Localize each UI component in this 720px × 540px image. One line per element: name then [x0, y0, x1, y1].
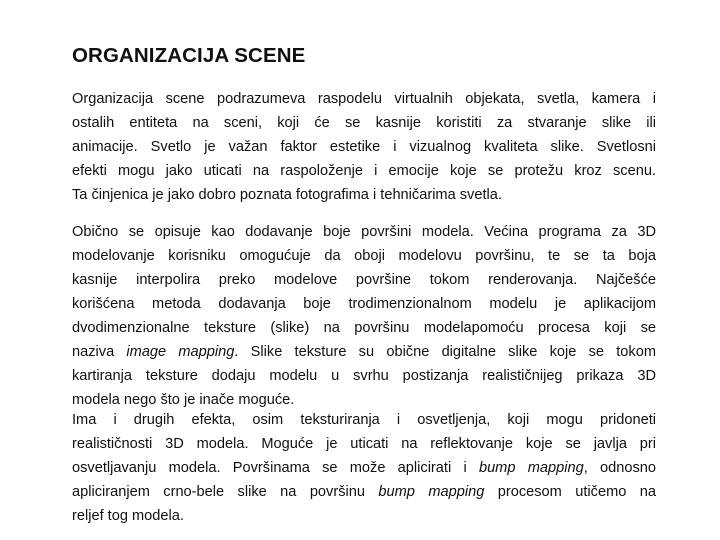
text-line	[72, 504, 656, 528]
text-line	[72, 159, 656, 183]
text-segment: . Slike teksture su obične digitalne slike koje se tokom	[234, 344, 656, 360]
text-segment: Ima i drugih efekta, osim teksturiranja i osvetljenja, koji mogu pridoneti	[72, 412, 656, 428]
text-segment: modela nego što je inače moguće.	[72, 392, 295, 408]
text-line	[72, 111, 656, 135]
text-segment: korišćena metoda dodavanja boje trodimenzionalnom modelu je aplikacijom	[72, 296, 656, 312]
text-line	[72, 432, 656, 456]
text-segment: dvodimenzionalne teksture (slike) na površinu modelapomoću procesa koji se	[72, 320, 656, 336]
text-line	[72, 183, 656, 207]
text-segment: kasnije interpolira preko modelove površine tokom renderovanja. Najčešće	[72, 272, 656, 288]
text-line	[72, 220, 656, 244]
text-segment: animacije. Svetlo je važan faktor estetike i vizualnog kvaliteta slike. Svetlosni	[72, 139, 656, 155]
text-segment: Organizacija scene podrazumeva raspodelu virtualnih objekata, svetla, kamera i	[72, 91, 656, 107]
text-line	[72, 268, 656, 292]
text-segment: apliciranjem crno-bele slike na površinu	[72, 484, 379, 500]
italic-term: image mapping	[126, 344, 235, 360]
text-line	[72, 364, 656, 388]
text-line	[72, 135, 656, 159]
text-line	[72, 480, 656, 504]
text-segment: naziva	[72, 344, 127, 360]
text-line	[72, 292, 656, 316]
text-segment: osvetljavanju modela. Površinama se može aplicirati i	[72, 460, 479, 476]
italic-term: bump mapping	[478, 460, 584, 476]
text-segment: reljef tog modela.	[72, 508, 184, 524]
text-line	[72, 456, 656, 480]
text-line	[72, 340, 656, 364]
paragraph-surface-color	[72, 220, 656, 412]
text-segment: procesom utičemo na	[484, 484, 656, 500]
text-segment: realističnosti 3D modela. Moguće je uticati na reflektovanje koje se javlja pri	[72, 436, 656, 452]
text-line	[72, 244, 656, 268]
text-line	[72, 408, 656, 432]
italic-term: bump mapping	[378, 484, 485, 500]
page-title: ORGANIZACIJA SCENE	[72, 44, 306, 67]
text-segment: Obično se opisuje kao dodavanje boje površini modela. Većina programa za 3D	[72, 224, 656, 240]
text-line	[72, 87, 656, 111]
paragraph-scene-organization	[72, 87, 656, 207]
text-segment: ostalih entiteta na sceni, koji će se kasnije koristiti za stvaranje slike ili	[72, 115, 656, 131]
text-segment: kartiranja teksture dodaju modelu u svrhu postizanja realističnijeg prikaza 3D	[72, 368, 656, 384]
paragraph-other-effects	[72, 408, 656, 528]
text-segment: modelovanje korisniku omogućuje da oboji modelovu površinu, te se ta boja	[72, 248, 656, 264]
text-segment: , odnosno	[583, 460, 656, 476]
text-segment: efekti mogu jako uticati na raspoloženje i emocije koje se protežu kroz scenu.	[72, 163, 656, 179]
text-segment: Ta činjenica je jako dobro poznata fotografima i tehničarima svetla.	[72, 187, 502, 203]
text-line	[72, 316, 656, 340]
